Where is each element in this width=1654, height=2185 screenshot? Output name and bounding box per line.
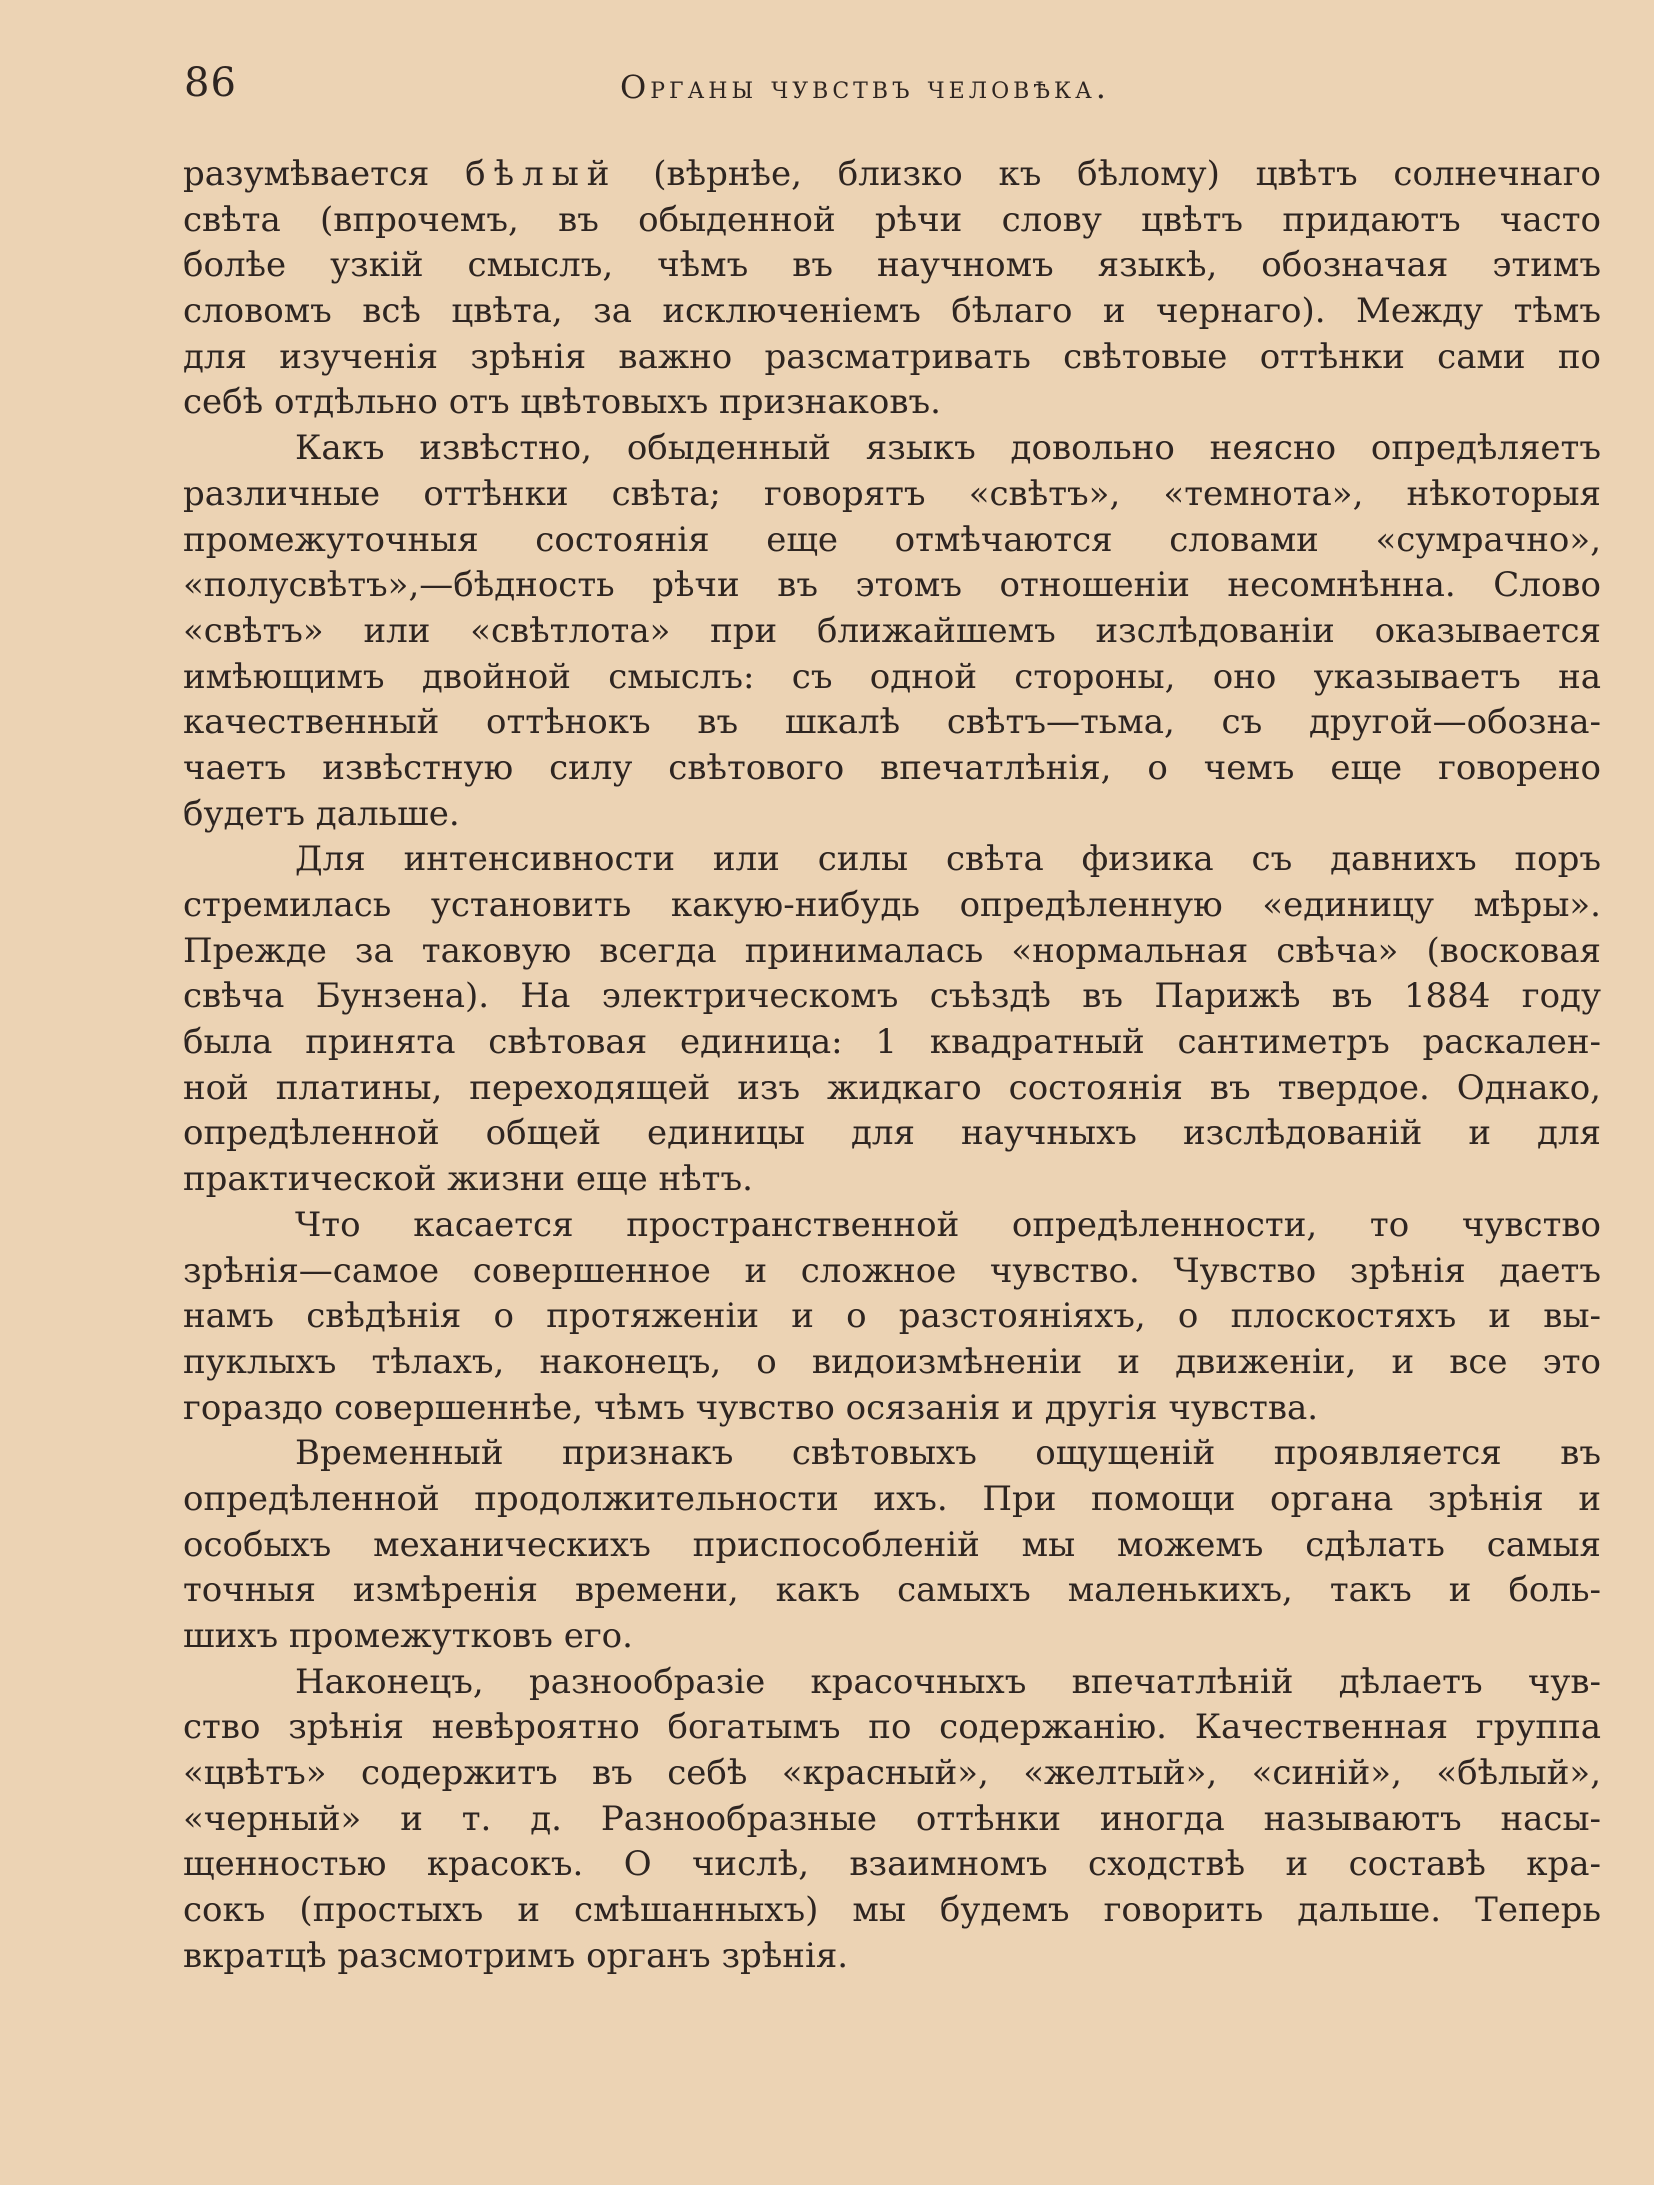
text-line: свѣта (впрочемъ, въ обыденной рѣчи слову цвѣтъ придаютъ часто (183, 199, 1601, 240)
body-text (183, 152, 1601, 1980)
text-line: стремилась установить какую-нибудь опредѣленную «единицу мѣры». (183, 885, 1601, 925)
paragraph-1 (183, 152, 1601, 426)
page-number: 86 (184, 60, 237, 106)
text-line: Наконецъ, разнообразіе красочныхъ впечатлѣній дѣлаетъ чув- (295, 1661, 1601, 1702)
text-line: Какъ извѣстно, обыденный языкъ довольно неясно опредѣляетъ (295, 428, 1601, 469)
text-line: особыхъ механическихъ приспособленій мы можемъ сдѣлать самыя (183, 1524, 1601, 1565)
text-line: практической жизни еще нѣтъ. (183, 1159, 753, 1200)
text-line: «черный» и т. д. Разнообразные оттѣнки иногда называютъ насы- (183, 1798, 1601, 1839)
text-line: ной платины, переходящей изъ жидкаго состоянія въ твердое. Однако, (183, 1067, 1601, 1108)
text-line: качественный оттѣнокъ въ шкалѣ свѣтъ—тьма, съ другой—обозна- (183, 702, 1601, 743)
paragraph-6 (183, 1660, 1601, 1980)
text-line: Что касается пространственной опредѣленности, то чувство (295, 1204, 1601, 1245)
text-line: «свѣтъ» или «свѣтлота» при ближайшемъ изслѣдованіи оказывается (183, 610, 1601, 651)
text-line: чаетъ извѣстную силу свѣтового впечатлѣнія, о чемъ еще говорено (183, 747, 1601, 788)
text-line: разумѣвается бѣлый (вѣрнѣе, близко къ бѣлому) цвѣтъ солнечнаго (183, 154, 1601, 194)
paragraph-4 (183, 1203, 1601, 1431)
text-line: гораздо совершеннѣе, чѣмъ чувство осязанія и другія чувства. (183, 1387, 1319, 1428)
paragraph-2 (183, 426, 1601, 837)
text-line: «полусвѣтъ»,—бѣдность рѣчи въ этомъ отношеніи несомнѣнна. Слово (183, 565, 1601, 606)
paragraph-5 (183, 1431, 1601, 1659)
page-header (180, 56, 1600, 112)
text-line: опредѣленной продолжительности ихъ. При помощи органа зрѣнія и (183, 1478, 1601, 1519)
text-line: опредѣленной общей единицы для научныхъ изслѣдованій и для (183, 1113, 1601, 1154)
text-line: свѣча Бунзена). На электрическомъ съѣздѣ въ Парижѣ въ 1884 году (183, 976, 1601, 1017)
text-line: вкратцѣ разсмотримъ органъ зрѣнія. (183, 1935, 849, 1976)
text-line: «цвѣтъ» содержитъ въ себѣ «красный», «желтый», «синій», «бѣлый», (183, 1753, 1601, 1794)
spaced-word: бѣлый (465, 154, 618, 194)
text-line: себѣ отдѣльно отъ цвѣтовыхъ признаковъ. (183, 382, 941, 423)
text-line: Прежде за таковую всегда принималась «нормальная свѣча» (восковая (183, 930, 1601, 971)
text-line: сокъ (простыхъ и смѣшанныхъ) мы будемъ говорить дальше. Теперь (183, 1890, 1601, 1931)
text-line: различные оттѣнки свѣта; говорятъ «свѣтъ», «темнота», нѣкоторыя (183, 473, 1601, 514)
text-line: была принята свѣтовая единица: 1 квадратный сантиметръ раскален- (183, 1022, 1601, 1063)
text-line: пуклыхъ тѣлахъ, наконецъ, о видоизмѣненіи и движеніи, и все это (183, 1341, 1601, 1382)
text-line: намъ свѣдѣнія о протяженіи и о разстояніяхъ, о плоскостяхъ и вы- (183, 1296, 1601, 1337)
text-line: ство зрѣнія невѣроятно богатымъ по содержанію. Качественная группа (183, 1707, 1601, 1748)
text-line: словомъ всѣ цвѣта, за исключеніемъ бѣлаго и чернаго). Между тѣмъ (183, 291, 1601, 332)
text-line: имѣющимъ двойной смыслъ: съ одной стороны, оно указываетъ на (183, 656, 1601, 697)
text-line: зрѣнія—самое совершенное и сложное чувство. Чувство зрѣнія даетъ (183, 1250, 1601, 1291)
text-line: шихъ промежутковъ его. (183, 1616, 633, 1656)
text-line: болѣе узкій смыслъ, чѣмъ въ научномъ языкѣ, обозначая этимъ (183, 245, 1601, 286)
paragraph-3 (183, 837, 1601, 1203)
text-line: Временный признакъ свѣтовыхъ ощущеній проявляется въ (295, 1433, 1601, 1474)
text-line: будетъ дальше. (183, 793, 460, 834)
text-line: Для интенсивности или силы свѣта физика съ давнихъ поръ (295, 839, 1601, 880)
running-title: Органы чувствъ человѣка. (620, 68, 1110, 106)
text-line: промежуточныя состоянія еще отмѣчаются словами «сумрачно», (183, 519, 1601, 560)
text-line: для изученія зрѣнія важно разсматривать свѣтовые оттѣнки сами по (183, 336, 1601, 377)
text-line: щенностью красокъ. О числѣ, взаимномъ сходствѣ и составѣ кра- (183, 1844, 1601, 1885)
text-line: точныя измѣренія времени, какъ самыхъ маленькихъ, такъ и боль- (183, 1570, 1601, 1611)
